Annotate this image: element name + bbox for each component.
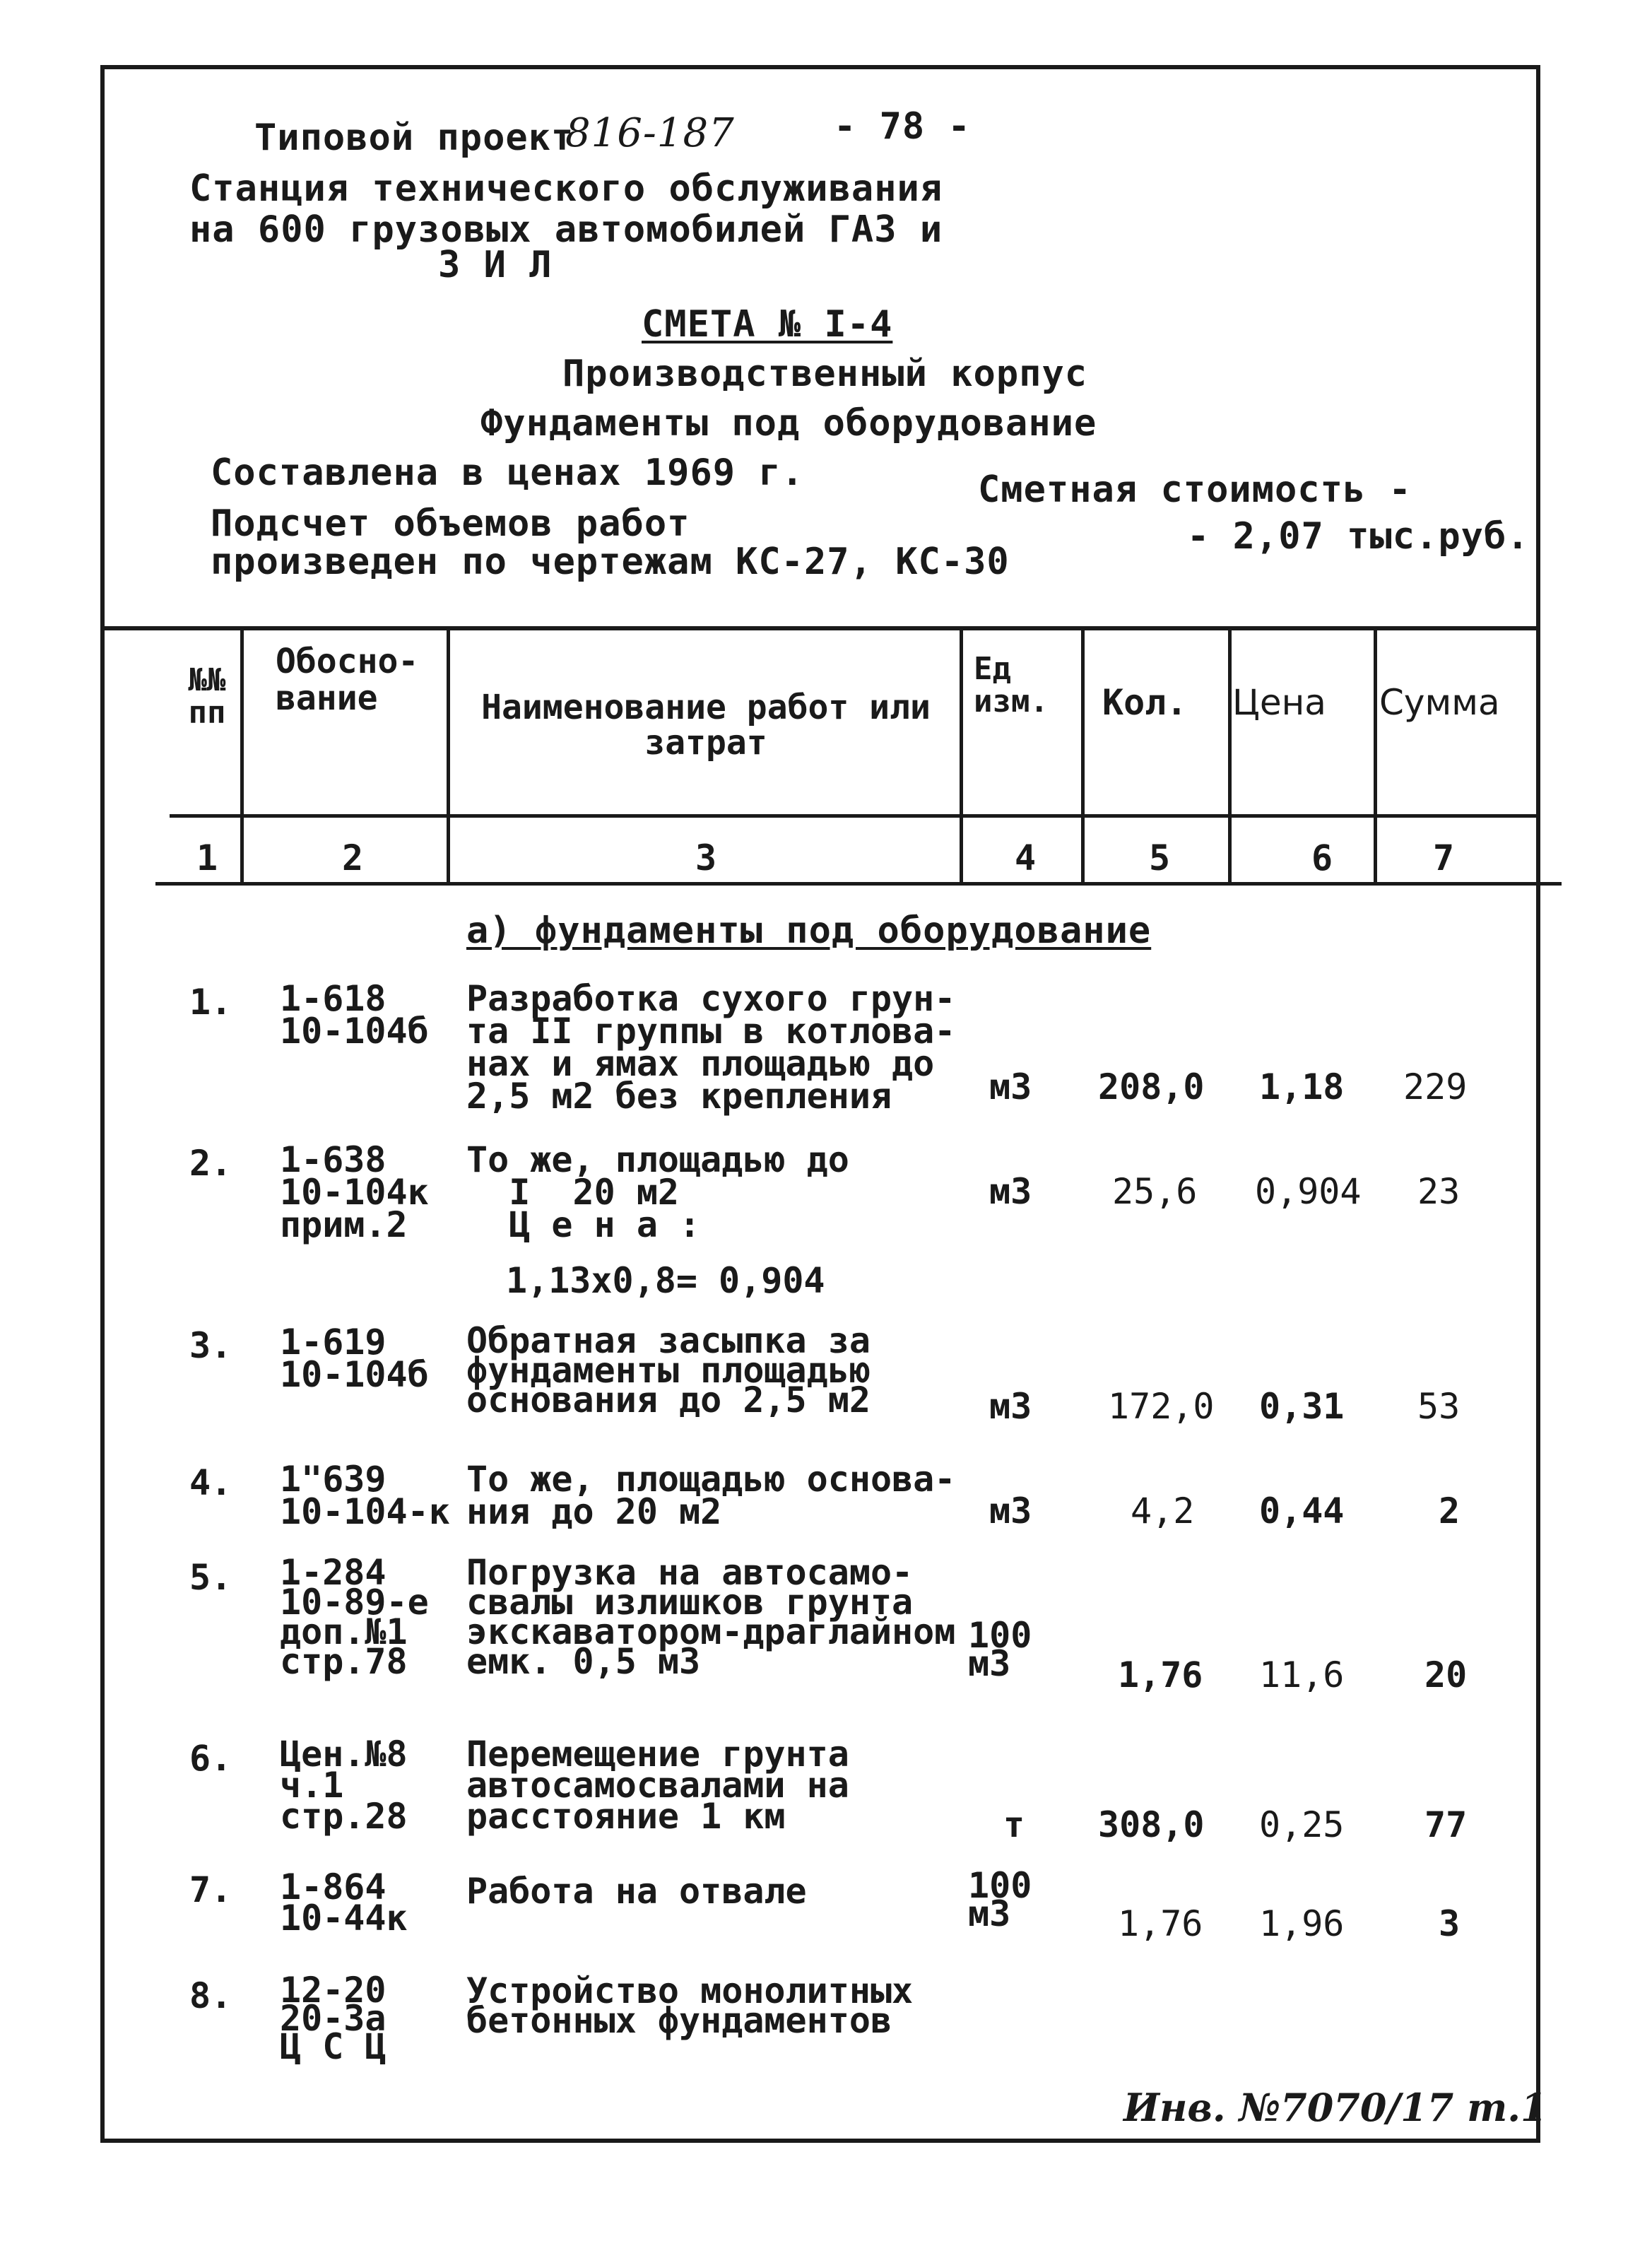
col-num-3: 3	[695, 837, 717, 878]
row-2-name: То же, площадью до I 20 м2 Ц е н а :	[466, 1139, 849, 1245]
station-line-2: на 600 грузовых автомобилей ГАЗ и	[189, 208, 943, 251]
row-2-name-extra: 1,13х0,8= 0,904	[506, 1260, 825, 1301]
col-sep-3	[960, 630, 963, 885]
volume-line-1: Подсчет объемов работ	[211, 502, 690, 545]
row-2-price: 0,904	[1255, 1171, 1362, 1212]
row-8-basis: 12-20 20-3а Ц С Ц	[280, 1970, 387, 2067]
row-1-basis: 1-618 10-104б	[280, 978, 429, 1052]
row-4-price: 0,44	[1259, 1491, 1345, 1531]
col-number-bottom-line	[155, 882, 1562, 886]
estimate-subtitle-2: Фундаменты под оборудование	[480, 402, 1097, 445]
row-7-qty: 1,76	[1118, 1903, 1203, 1944]
row-1-num: 1.	[189, 982, 232, 1023]
row-2-sum: 23	[1417, 1171, 1461, 1212]
header-name: Наименование работ или затрат	[481, 688, 931, 763]
col-sep-1	[240, 630, 244, 885]
row-1-unit: м3	[989, 1066, 1032, 1107]
row-6-unit: т	[1003, 1804, 1025, 1845]
row-5-unit: 100 м3	[968, 1615, 1032, 1684]
col-sep-5	[1228, 630, 1232, 885]
prices-line: Составлена в ценах 1969 г.	[211, 452, 804, 494]
col-sep-4	[1081, 630, 1085, 885]
row-5-price: 11,6	[1259, 1654, 1345, 1695]
row-5-name: Погрузка на автосамо- свалы излишков грунта экскаватором-драглайном емк. 0,5 м3	[466, 1552, 956, 1682]
row-3-num: 3.	[189, 1325, 232, 1366]
row-4-qty: 4,2	[1131, 1491, 1195, 1531]
col-sep-2	[447, 630, 450, 885]
row-4-basis: 1"639 10-104-к	[280, 1459, 450, 1532]
header-num: №№ пп	[188, 662, 226, 731]
row-7-name: Работа на отвале	[466, 1871, 807, 1912]
row-5-basis: 1-284 10-89-е доп.№1 стр.78	[280, 1552, 429, 1682]
header-price: Цена	[1232, 682, 1326, 723]
row-3-basis: 1-619 10-104б	[280, 1322, 429, 1395]
table-top-line	[100, 626, 1540, 630]
row-1-qty: 208,0	[1098, 1066, 1205, 1107]
col-num-6: 6	[1311, 837, 1333, 878]
station-line-1: Станция технического обслуживания	[189, 167, 943, 210]
project-label: Типовой проект	[254, 117, 574, 159]
header-bottom-line	[170, 814, 1540, 818]
row-2-basis: 1-638 10-104к прим.2	[280, 1139, 429, 1245]
inventory-number: Инв. №7070/17 т.1	[1123, 2085, 1547, 2130]
row-1-price: 1,18	[1259, 1066, 1345, 1107]
row-8-num: 8.	[189, 1975, 232, 2016]
row-7-num: 7.	[189, 1869, 232, 1910]
row-7-unit: 100 м3	[968, 1865, 1032, 1934]
estimate-title: СМЕТА № I-4	[642, 303, 893, 346]
col-num-4: 4	[1015, 837, 1037, 878]
col-num-5: 5	[1149, 837, 1171, 878]
row-8-name: Устройство монолитных бетонных фундаментов	[466, 1970, 914, 2041]
row-4-unit: м3	[989, 1491, 1032, 1531]
row-2-unit: м3	[989, 1171, 1032, 1212]
row-3-name: Обратная засыпка за фундаменты площадью основания до 2,5 м2	[466, 1320, 871, 1421]
row-4-name: То же, площадью основа- ния до 20 м2	[466, 1459, 956, 1532]
row-1-sum: 229	[1403, 1066, 1468, 1107]
col-num-1: 1	[196, 837, 218, 878]
cost-label: Сметная стоимость -	[978, 469, 1412, 511]
row-5-sum: 20	[1424, 1654, 1468, 1695]
header-qty: Кол.	[1102, 682, 1188, 723]
row-3-qty: 172,0	[1108, 1386, 1215, 1427]
col-num-2: 2	[342, 837, 364, 878]
project-number: 816-187	[565, 110, 735, 156]
row-2-num: 2.	[189, 1143, 232, 1184]
row-4-sum: 2	[1439, 1491, 1461, 1531]
station-line-3: З И Л	[438, 244, 553, 286]
row-5-qty: 1,76	[1118, 1654, 1203, 1695]
section-title: а) фундаменты под оборудование	[466, 910, 1152, 952]
header-unit: Ед изм.	[974, 651, 1049, 719]
row-4-num: 4.	[189, 1462, 232, 1503]
page-number: - 78 -	[834, 105, 971, 148]
row-3-price: 0,31	[1259, 1386, 1345, 1427]
row-6-qty: 308,0	[1098, 1804, 1205, 1845]
row-1-name: Разработка сухого грун- та II группы в котлова- нах и ямах площадью до 2,5 м2 без крепления	[466, 978, 956, 1117]
row-6-num: 6.	[189, 1738, 232, 1779]
row-7-basis: 1-864 10-44к	[280, 1866, 408, 1939]
header-basis: Обосно- вание	[276, 642, 419, 718]
row-6-sum: 77	[1424, 1804, 1468, 1845]
row-6-price: 0,25	[1259, 1804, 1345, 1845]
col-num-7: 7	[1433, 837, 1455, 878]
estimate-subtitle-1: Производственный корпус	[562, 353, 1088, 395]
row-5-num: 5.	[189, 1557, 232, 1598]
row-3-sum: 53	[1417, 1386, 1461, 1427]
row-6-name: Перемещение грунта автосамосвалами на расстояние 1 км	[466, 1734, 849, 1837]
cost-value: - 2,07 тыс.руб.	[1187, 515, 1530, 558]
row-6-basis: Цен.№8 ч.1 стр.28	[280, 1734, 408, 1837]
row-3-unit: м3	[989, 1386, 1032, 1427]
volume-line-2: произведен по чертежам КС-27, КС-30	[211, 541, 1010, 583]
row-7-price: 1,96	[1259, 1903, 1345, 1944]
row-2-qty: 25,6	[1112, 1171, 1198, 1212]
row-7-sum: 3	[1439, 1903, 1461, 1944]
header-sum: Сумма	[1379, 682, 1500, 723]
col-sep-6	[1374, 630, 1377, 885]
